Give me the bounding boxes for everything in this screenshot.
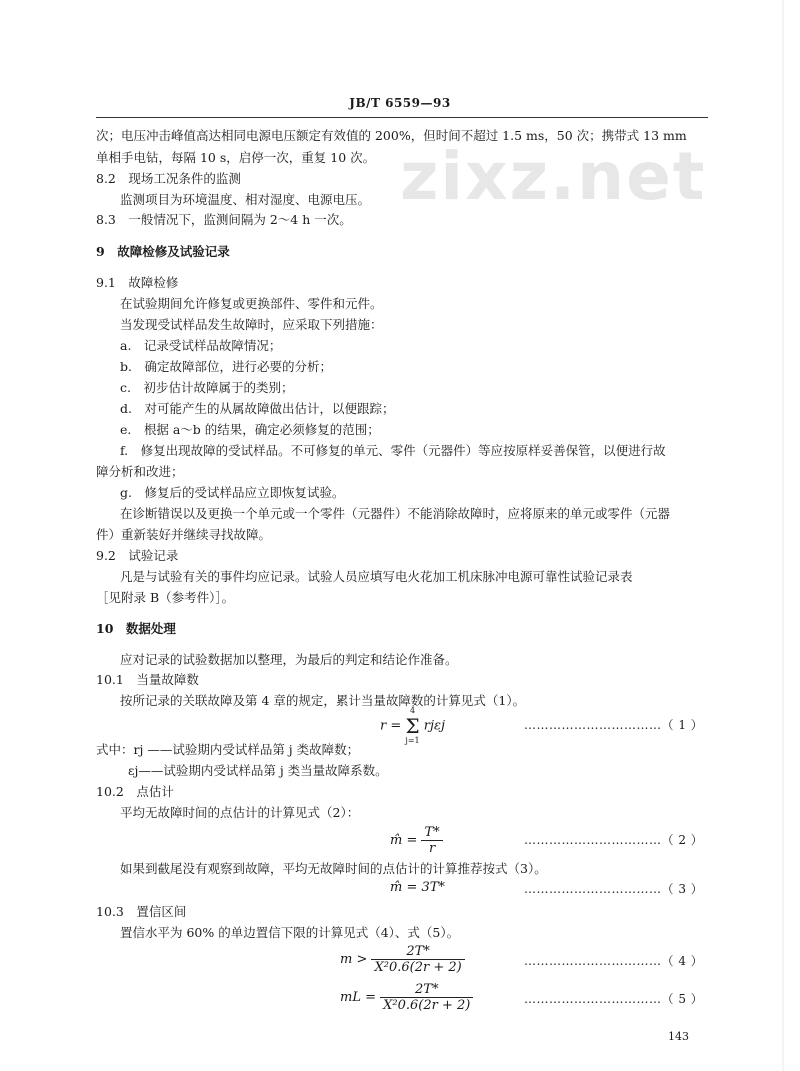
- page-number: 143: [668, 1030, 689, 1043]
- section-heading: 10.2 点估计: [96, 784, 174, 799]
- section-heading: 9.1 故障检修: [96, 275, 179, 290]
- header-rule: [96, 117, 708, 118]
- formula-2: [390, 825, 443, 856]
- section-heading: 8.2 现场工况条件的监测: [96, 171, 241, 186]
- para-line: 次；电压冲击峰值高达相同电源电压额定有效值的 200%，但时间不超过 1.5 ms，50 次；携带式 13 mm: [96, 128, 687, 143]
- section-heading: 10.3 置信区间: [96, 904, 187, 919]
- sum-sign: Σ: [405, 714, 420, 738]
- leader-dots: ……………………………: [524, 992, 662, 1006]
- para-line: 在诊断错误以及更换一个单元或一个零件（元器件）不能消除故障时，应将原来的单元或零件（元器: [120, 506, 671, 521]
- sum-upper-limit: 4: [409, 706, 416, 715]
- denominator: r: [428, 841, 436, 856]
- formula-4-lhs: m >: [340, 952, 372, 967]
- formula-3: m̂ = 3T*: [390, 880, 445, 895]
- equation-label: （ 2 ）: [661, 833, 704, 847]
- section-heading: 10.1 当量故障数: [96, 672, 199, 687]
- equation-label: （ 5 ）: [661, 992, 704, 1006]
- equation-number-1: [524, 716, 703, 733]
- equation-label: （ 3 ）: [661, 882, 704, 896]
- para-line: ［见附录 B（参考件）］。: [96, 590, 235, 605]
- para-line: 当发现受试样品发生故障时，应采取下列措施：: [120, 317, 383, 332]
- list-item: c. 初步估计故障属于的类别；: [120, 380, 294, 395]
- sum-lower-limit: j=1: [405, 736, 420, 745]
- para-line: 置信水平为 60% 的单边置信下限的计算见式（4）、式（5）。: [120, 925, 460, 940]
- numerator: 2T*: [371, 944, 464, 960]
- para-line: 障分析和改进；: [96, 464, 184, 479]
- para-line: 件）重新装好并继续寻找故障。: [96, 527, 272, 542]
- fraction: [421, 825, 442, 856]
- fraction: [371, 944, 464, 975]
- para-line: 应对记录的试验数据加以整理，为最后的判定和结论作准备。: [120, 652, 458, 667]
- numerator: 2T*: [380, 982, 473, 998]
- leader-dots: ……………………………: [524, 718, 662, 732]
- equation-label: （ 4 ）: [661, 954, 704, 968]
- denominator: X²0.6(2r + 2): [374, 960, 462, 975]
- formula-5-lhs: mL =: [340, 990, 381, 1005]
- denominator: X²0.6(2r + 2): [383, 998, 471, 1013]
- where-clause: 式中：rj ——试验期内受试样品第 j 类故障数；: [96, 742, 360, 757]
- chapter-heading: 10 数据处理: [96, 621, 176, 636]
- scan-edge: [782, 0, 784, 1071]
- page-header: JB/T 6559—93: [349, 96, 451, 110]
- list-item: f. 修复出现故障的受试样品。不可修复的单元、零件（元器件）等应按原样妥善保管，以便进行故: [120, 443, 666, 458]
- formula-2-lhs: m̂ =: [390, 833, 422, 848]
- formula-5: [340, 982, 473, 1013]
- formula-4: [340, 944, 465, 975]
- equation-number-4: [524, 952, 703, 969]
- para-line: 监测项目为环境温度、相对湿度、电源电压。: [120, 192, 371, 207]
- list-item: e. 根据 a～b 的结果，确定必须修复的范围；: [120, 422, 380, 437]
- list-item: b. 确定故障部位，进行必要的分析；: [120, 359, 332, 374]
- formula-1-lhs: r =: [380, 718, 406, 734]
- formula-1-rhs: rjεj: [423, 718, 446, 734]
- equation-number-3: [524, 880, 703, 897]
- summation-symbol: [405, 706, 419, 746]
- para-line: 在试验期间允许修复或更换部件、零件和元件。: [120, 296, 383, 311]
- equation-label: （ 1 ）: [661, 718, 704, 732]
- chapter-heading: 9 故障检修及试验记录: [96, 244, 230, 259]
- para-line: 平均无故障时间的点估计的计算见式（2）：: [120, 805, 360, 820]
- para-line: 单相手电钻，每隔 10 s，启停一次，重复 10 次。: [96, 150, 376, 165]
- section-heading: 8.3 一般情况下，监测间隔为 2～4 h 一次。: [96, 212, 352, 227]
- where-clause: εj——试验期内受试样品第 j 类当量故障系数。: [128, 763, 388, 778]
- para-line: 如果到截尾没有观察到故障，平均无故障时间的点估计的计算推荐按式（3）。: [120, 861, 547, 876]
- para-line: 按所记录的关联故障及第 4 章的规定，累计当量故障数的计算见式（1）。: [120, 693, 526, 708]
- list-item: g. 修复后的受试样品应立即恢复试验。: [120, 485, 345, 500]
- section-heading: 9.2 试验记录: [96, 548, 179, 563]
- formula-1: [380, 706, 445, 746]
- para-line: 凡是与试验有关的事件均应记录。试验人员应填写电火花加工机床脉冲电源可靠性试验记录表: [120, 569, 633, 584]
- equation-number-5: [524, 990, 703, 1007]
- list-item: a. 记录受试样品故障情况；: [120, 338, 282, 353]
- leader-dots: ……………………………: [524, 882, 662, 896]
- numerator: T*: [421, 825, 442, 841]
- leader-dots: ……………………………: [524, 833, 662, 847]
- watermark: zixz.net: [400, 138, 707, 215]
- equation-number-2: [524, 831, 703, 848]
- fraction: [380, 982, 473, 1013]
- leader-dots: ……………………………: [524, 954, 662, 968]
- list-item: d. 对可能产生的从属故障做出估计，以便跟踪；: [120, 401, 395, 416]
